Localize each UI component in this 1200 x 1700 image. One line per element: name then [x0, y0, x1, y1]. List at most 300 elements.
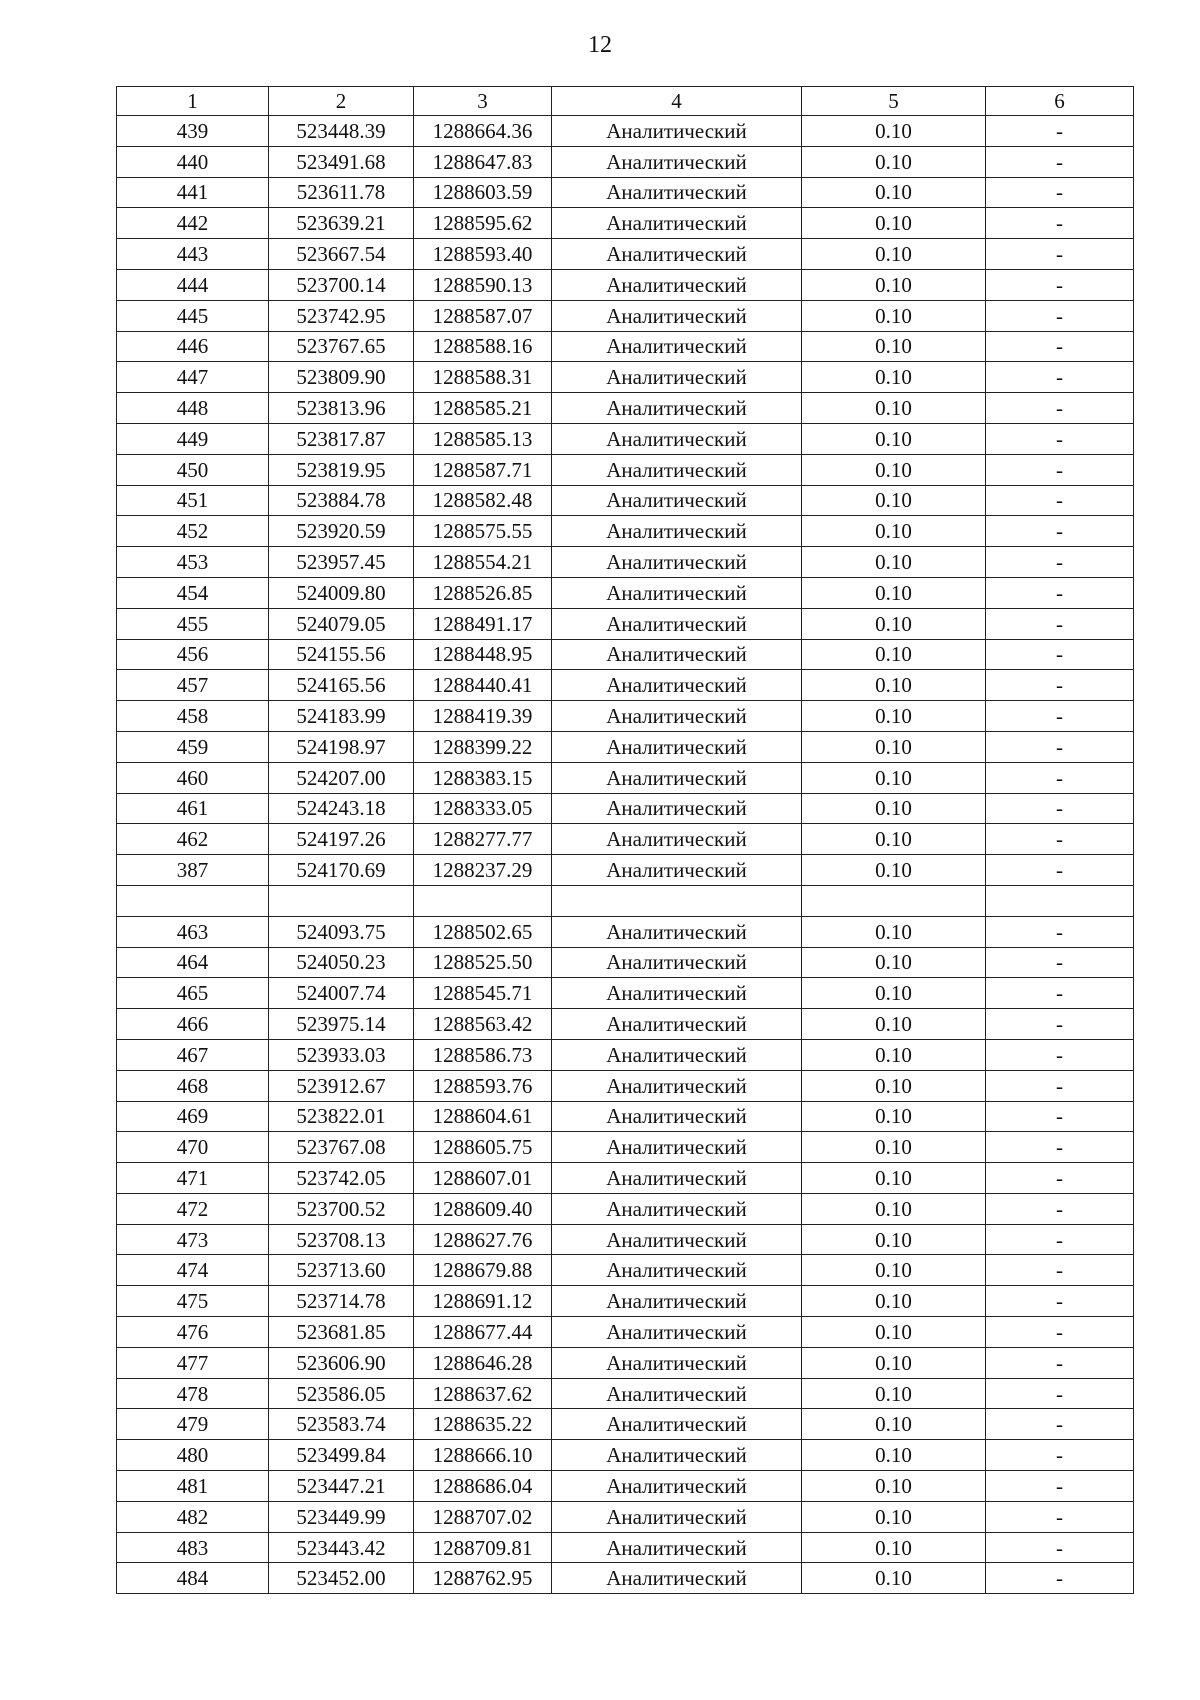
- table-row: [117, 1532, 1134, 1563]
- table-cell: -: [986, 670, 1134, 701]
- table-cell: 0.10: [802, 1532, 986, 1563]
- table-cell: 1288590.13: [414, 269, 552, 300]
- table-cell: Аналитический: [552, 1132, 802, 1163]
- table-cell: 0.10: [802, 1347, 986, 1378]
- table-cell: 1288664.36: [414, 116, 552, 147]
- table-row: [117, 423, 1134, 454]
- table-cell: 0.10: [802, 701, 986, 732]
- table-cell: 452: [117, 516, 269, 547]
- table-row: [117, 731, 1134, 762]
- table-cell: Аналитический: [552, 1471, 802, 1502]
- table-cell: 0.10: [802, 1224, 986, 1255]
- table-row: [117, 1409, 1134, 1440]
- table-cell: -: [986, 362, 1134, 393]
- table-cell: 1288595.62: [414, 208, 552, 239]
- table-cell: -: [986, 116, 1134, 147]
- table-cell: 1288586.73: [414, 1039, 552, 1070]
- table-cell: 1288587.71: [414, 454, 552, 485]
- table-cell: -: [986, 300, 1134, 331]
- table-cell: 0.10: [802, 393, 986, 424]
- table-cell: 458: [117, 701, 269, 732]
- table-cell: -: [986, 1347, 1134, 1378]
- table-cell: -: [986, 978, 1134, 1009]
- table-cell: Аналитический: [552, 916, 802, 947]
- table-cell: 0.10: [802, 146, 986, 177]
- table-cell: 523767.65: [269, 331, 414, 362]
- table-cell: Аналитический: [552, 1039, 802, 1070]
- table-cell: 523583.74: [269, 1409, 414, 1440]
- table-cell: 464: [117, 947, 269, 978]
- table-cell: 523491.68: [269, 146, 414, 177]
- table-cell: -: [986, 1563, 1134, 1594]
- table-cell: 483: [117, 1532, 269, 1563]
- table-cell: -: [986, 516, 1134, 547]
- table-row: [117, 1009, 1134, 1040]
- table-cell: 524197.26: [269, 824, 414, 855]
- table-cell: -: [986, 1070, 1134, 1101]
- table-cell: -: [986, 701, 1134, 732]
- table-cell: 523708.13: [269, 1224, 414, 1255]
- table-cell: 0.10: [802, 269, 986, 300]
- table-cell: 481: [117, 1471, 269, 1502]
- table-cell: Аналитический: [552, 1101, 802, 1132]
- table-cell: 1288588.16: [414, 331, 552, 362]
- table-cell: 1288383.15: [414, 762, 552, 793]
- table-row: [117, 1039, 1134, 1070]
- table-cell: 1288607.01: [414, 1163, 552, 1194]
- table-cell: -: [986, 485, 1134, 516]
- table-cell: -: [986, 1501, 1134, 1532]
- table-cell: -: [986, 208, 1134, 239]
- table-cell: 0.10: [802, 177, 986, 208]
- table-cell: 0.10: [802, 485, 986, 516]
- table-cell: Аналитический: [552, 1347, 802, 1378]
- table-cell: 1288709.81: [414, 1532, 552, 1563]
- table-cell: 524170.69: [269, 855, 414, 886]
- table-cell: 523448.39: [269, 116, 414, 147]
- table-cell: 440: [117, 146, 269, 177]
- table-cell: Аналитический: [552, 547, 802, 578]
- table-cell: -: [986, 1193, 1134, 1224]
- table-cell: 1288686.04: [414, 1471, 552, 1502]
- table-cell: 461: [117, 793, 269, 824]
- table-cell: 523742.95: [269, 300, 414, 331]
- table-row: [117, 362, 1134, 393]
- table-cell: 1288525.50: [414, 947, 552, 978]
- table-cell: 454: [117, 577, 269, 608]
- table-cell: 1288526.85: [414, 577, 552, 608]
- table-cell: Аналитический: [552, 793, 802, 824]
- table-row: [117, 978, 1134, 1009]
- table-cell: 1288707.02: [414, 1501, 552, 1532]
- table-cell: -: [986, 1440, 1134, 1471]
- table-cell: 0.10: [802, 762, 986, 793]
- table-cell: Аналитический: [552, 577, 802, 608]
- table-cell: 523822.01: [269, 1101, 414, 1132]
- table-cell: Аналитический: [552, 608, 802, 639]
- table-cell: 523767.08: [269, 1132, 414, 1163]
- table-cell: 444: [117, 269, 269, 300]
- table-cell: Аналитический: [552, 731, 802, 762]
- table-row: [117, 577, 1134, 608]
- table-cell: 1288603.59: [414, 177, 552, 208]
- table-cell: 1288545.71: [414, 978, 552, 1009]
- table-cell: Аналитический: [552, 208, 802, 239]
- table-row: [117, 824, 1134, 855]
- table-cell: 1288762.95: [414, 1563, 552, 1594]
- table-cell: -: [986, 1317, 1134, 1348]
- table-row: [117, 947, 1134, 978]
- table-header-row: [117, 87, 1134, 116]
- table-cell: 524165.56: [269, 670, 414, 701]
- table-cell: Аналитический: [552, 1501, 802, 1532]
- table-cell: Аналитический: [552, 269, 802, 300]
- table-cell: -: [986, 331, 1134, 362]
- table-cell: 0.10: [802, 116, 986, 147]
- table-cell: 0.10: [802, 1286, 986, 1317]
- table-cell: 468: [117, 1070, 269, 1101]
- table-cell: 524079.05: [269, 608, 414, 639]
- table-cell: 0.10: [802, 916, 986, 947]
- table-row: [117, 1501, 1134, 1532]
- table-cell: -: [986, 577, 1134, 608]
- table-cell: 523920.59: [269, 516, 414, 547]
- table-cell: -: [986, 239, 1134, 270]
- table-cell: 455: [117, 608, 269, 639]
- table-cell: 523443.42: [269, 1532, 414, 1563]
- table-cell: 1288554.21: [414, 547, 552, 578]
- table-row: [117, 1070, 1134, 1101]
- table-cell: -: [986, 916, 1134, 947]
- table-cell: 476: [117, 1317, 269, 1348]
- table-row: [117, 1163, 1134, 1194]
- table-cell: 477: [117, 1347, 269, 1378]
- table-row: [117, 516, 1134, 547]
- table-cell: 0.10: [802, 1255, 986, 1286]
- table-cell: 0.10: [802, 670, 986, 701]
- table-cell: 1288605.75: [414, 1132, 552, 1163]
- table-cell: 524183.99: [269, 701, 414, 732]
- table-row: [117, 393, 1134, 424]
- table-cell: 1288237.29: [414, 855, 552, 886]
- table-cell: 467: [117, 1039, 269, 1070]
- table-cell: 1288593.40: [414, 239, 552, 270]
- table-cell: 523499.84: [269, 1440, 414, 1471]
- table-cell: 523819.95: [269, 454, 414, 485]
- table-cell: 0.10: [802, 855, 986, 886]
- table-cell: 1288677.44: [414, 1317, 552, 1348]
- page-number: 12: [588, 32, 612, 58]
- table-cell: Аналитический: [552, 1009, 802, 1040]
- table-cell: 445: [117, 300, 269, 331]
- table-cell: [269, 885, 414, 916]
- table-cell: -: [986, 1132, 1134, 1163]
- table-cell: -: [986, 1163, 1134, 1194]
- table-row: [117, 670, 1134, 701]
- table-cell: Аналитический: [552, 701, 802, 732]
- table-cell: Аналитический: [552, 485, 802, 516]
- table-cell: 463: [117, 916, 269, 947]
- table-cell: Аналитический: [552, 1532, 802, 1563]
- table-cell: 523681.85: [269, 1317, 414, 1348]
- table-cell: 0.10: [802, 331, 986, 362]
- table-cell: 480: [117, 1440, 269, 1471]
- table-cell: 471: [117, 1163, 269, 1194]
- header-cell: 1: [117, 87, 269, 116]
- table-cell: 1288635.22: [414, 1409, 552, 1440]
- table-cell: 1288637.62: [414, 1378, 552, 1409]
- table-row: [117, 485, 1134, 516]
- table-row: [117, 639, 1134, 670]
- table-row: [117, 793, 1134, 824]
- table-cell: 0.10: [802, 239, 986, 270]
- table-cell: 478: [117, 1378, 269, 1409]
- table-cell: 0.10: [802, 793, 986, 824]
- table-cell: Аналитический: [552, 1070, 802, 1101]
- table-cell: 1288666.10: [414, 1440, 552, 1471]
- table-cell: Аналитический: [552, 824, 802, 855]
- table-cell: -: [986, 793, 1134, 824]
- table-cell: 1288588.31: [414, 362, 552, 393]
- table-cell: 523606.90: [269, 1347, 414, 1378]
- table-cell: 523813.96: [269, 393, 414, 424]
- table-cell: 523449.99: [269, 1501, 414, 1532]
- table-row: [117, 1224, 1134, 1255]
- table-cell: 523447.21: [269, 1471, 414, 1502]
- table-row: [117, 762, 1134, 793]
- table-cell: Аналитический: [552, 978, 802, 1009]
- table-cell: 523975.14: [269, 1009, 414, 1040]
- table-cell: 441: [117, 177, 269, 208]
- table-row: [117, 1193, 1134, 1224]
- table-row: [117, 146, 1134, 177]
- table-cell: 470: [117, 1132, 269, 1163]
- table-cell: 0.10: [802, 362, 986, 393]
- table-cell: -: [986, 454, 1134, 485]
- table-cell: 1288646.28: [414, 1347, 552, 1378]
- table-cell: 524243.18: [269, 793, 414, 824]
- header-cell: 4: [552, 87, 802, 116]
- table-cell: -: [986, 855, 1134, 886]
- table-row: [117, 885, 1134, 916]
- table-cell: 523586.05: [269, 1378, 414, 1409]
- table-cell: Аналитический: [552, 516, 802, 547]
- table-cell: [552, 885, 802, 916]
- table-cell: 459: [117, 731, 269, 762]
- table-cell: 484: [117, 1563, 269, 1594]
- table-cell: 460: [117, 762, 269, 793]
- table-cell: 447: [117, 362, 269, 393]
- table-cell: 473: [117, 1224, 269, 1255]
- table-row: [117, 1255, 1134, 1286]
- table-row: [117, 300, 1134, 331]
- table-cell: 523667.54: [269, 239, 414, 270]
- table-cell: [117, 885, 269, 916]
- table-cell: 0.10: [802, 1378, 986, 1409]
- table-row: [117, 177, 1134, 208]
- table-cell: -: [986, 146, 1134, 177]
- table-cell: -: [986, 1378, 1134, 1409]
- table-cell: 0.10: [802, 454, 986, 485]
- table-cell: -: [986, 1101, 1134, 1132]
- table-cell: -: [986, 1224, 1134, 1255]
- table-cell: 1288333.05: [414, 793, 552, 824]
- table-cell: 0.10: [802, 1409, 986, 1440]
- table-row: [117, 916, 1134, 947]
- table-cell: 474: [117, 1255, 269, 1286]
- table-cell: Аналитический: [552, 639, 802, 670]
- header-cell: 5: [802, 87, 986, 116]
- table-cell: 1288585.13: [414, 423, 552, 454]
- table-cell: 456: [117, 639, 269, 670]
- table-cell: -: [986, 731, 1134, 762]
- table-cell: Аналитический: [552, 454, 802, 485]
- table-cell: Аналитический: [552, 362, 802, 393]
- table-cell: Аналитический: [552, 1409, 802, 1440]
- table-cell: -: [986, 1009, 1134, 1040]
- table-cell: 0.10: [802, 947, 986, 978]
- table-cell: [802, 885, 986, 916]
- table-cell: -: [986, 1286, 1134, 1317]
- table-row: [117, 547, 1134, 578]
- table-row: [117, 608, 1134, 639]
- table-cell: 466: [117, 1009, 269, 1040]
- table-cell: 524050.23: [269, 947, 414, 978]
- table-cell: 523611.78: [269, 177, 414, 208]
- table-cell: Аналитический: [552, 300, 802, 331]
- table-cell: -: [986, 423, 1134, 454]
- table-cell: 523884.78: [269, 485, 414, 516]
- header-cell: 6: [986, 87, 1134, 116]
- table-cell: 523742.05: [269, 1163, 414, 1194]
- table-cell: 0.10: [802, 547, 986, 578]
- table-row: [117, 454, 1134, 485]
- table-cell: 1288691.12: [414, 1286, 552, 1317]
- table-cell: 1288679.88: [414, 1255, 552, 1286]
- header-cell: 2: [269, 87, 414, 116]
- table-cell: Аналитический: [552, 1317, 802, 1348]
- table-cell: 0.10: [802, 1132, 986, 1163]
- table-cell: -: [986, 1039, 1134, 1070]
- table-cell: 523933.03: [269, 1039, 414, 1070]
- table-cell: -: [986, 177, 1134, 208]
- table-cell: 1288587.07: [414, 300, 552, 331]
- table-row: [117, 331, 1134, 362]
- table-cell: 523957.45: [269, 547, 414, 578]
- table-cell: -: [986, 1532, 1134, 1563]
- table-cell: -: [986, 639, 1134, 670]
- table-cell: 1288563.42: [414, 1009, 552, 1040]
- table-cell: 0.10: [802, 608, 986, 639]
- table-row: [117, 1378, 1134, 1409]
- table-cell: 453: [117, 547, 269, 578]
- table-cell: 446: [117, 331, 269, 362]
- table-cell: -: [986, 1255, 1134, 1286]
- table-cell: 523639.21: [269, 208, 414, 239]
- table-row: [117, 1286, 1134, 1317]
- table-cell: 451: [117, 485, 269, 516]
- table-cell: 1288575.55: [414, 516, 552, 547]
- table-cell: 0.10: [802, 423, 986, 454]
- table-cell: 1288609.40: [414, 1193, 552, 1224]
- table-cell: Аналитический: [552, 146, 802, 177]
- table-cell: 523700.52: [269, 1193, 414, 1224]
- table-cell: -: [986, 1409, 1134, 1440]
- table-cell: 523817.87: [269, 423, 414, 454]
- table-cell: 450: [117, 454, 269, 485]
- table-cell: 0.10: [802, 639, 986, 670]
- table-cell: 0.10: [802, 577, 986, 608]
- table-cell: 0.10: [802, 1163, 986, 1194]
- table-cell: 0.10: [802, 1471, 986, 1502]
- table-cell: 1288502.65: [414, 916, 552, 947]
- table-cell: -: [986, 947, 1134, 978]
- table-row: [117, 1101, 1134, 1132]
- table-cell: 0.10: [802, 824, 986, 855]
- table-cell: Аналитический: [552, 855, 802, 886]
- table-cell: 479: [117, 1409, 269, 1440]
- table-cell: 1288593.76: [414, 1070, 552, 1101]
- table-cell: 1288399.22: [414, 731, 552, 762]
- table-cell: 1288647.83: [414, 146, 552, 177]
- table-cell: 0.10: [802, 1563, 986, 1594]
- table-cell: Аналитический: [552, 1224, 802, 1255]
- table-row: [117, 701, 1134, 732]
- table-cell: 1288582.48: [414, 485, 552, 516]
- table-body: [117, 87, 1134, 1594]
- table-cell: 0.10: [802, 731, 986, 762]
- table-cell: 1288419.39: [414, 701, 552, 732]
- table-cell: 0.10: [802, 1317, 986, 1348]
- table-cell: 0.10: [802, 516, 986, 547]
- table-cell: 1288440.41: [414, 670, 552, 701]
- table-row: [117, 1440, 1134, 1471]
- table-cell: Аналитический: [552, 1378, 802, 1409]
- table-cell: 442: [117, 208, 269, 239]
- table-cell: 0.10: [802, 1101, 986, 1132]
- table-cell: 1288604.61: [414, 1101, 552, 1132]
- table-cell: 448: [117, 393, 269, 424]
- table-cell: Аналитический: [552, 670, 802, 701]
- table-cell: 465: [117, 978, 269, 1009]
- table-cell: Аналитический: [552, 762, 802, 793]
- table-row: [117, 1347, 1134, 1378]
- table-cell: Аналитический: [552, 1163, 802, 1194]
- table-cell: 462: [117, 824, 269, 855]
- table-cell: Аналитический: [552, 116, 802, 147]
- table-cell: 524093.75: [269, 916, 414, 947]
- table-cell: Аналитический: [552, 1193, 802, 1224]
- table-cell: 0.10: [802, 300, 986, 331]
- table-cell: 472: [117, 1193, 269, 1224]
- table-cell: 523912.67: [269, 1070, 414, 1101]
- table-cell: Аналитический: [552, 1563, 802, 1594]
- table-cell: Аналитический: [552, 1255, 802, 1286]
- table-cell: 1288585.21: [414, 393, 552, 424]
- table-row: [117, 116, 1134, 147]
- table-cell: Аналитический: [552, 423, 802, 454]
- table-cell: 443: [117, 239, 269, 270]
- table-cell: 0.10: [802, 1193, 986, 1224]
- table-cell: 0.10: [802, 1009, 986, 1040]
- table-cell: -: [986, 824, 1134, 855]
- table-cell: 523713.60: [269, 1255, 414, 1286]
- table-cell: 457: [117, 670, 269, 701]
- table-cell: Аналитический: [552, 393, 802, 424]
- table-cell: 524155.56: [269, 639, 414, 670]
- table-row: [117, 1132, 1134, 1163]
- table-cell: Аналитический: [552, 331, 802, 362]
